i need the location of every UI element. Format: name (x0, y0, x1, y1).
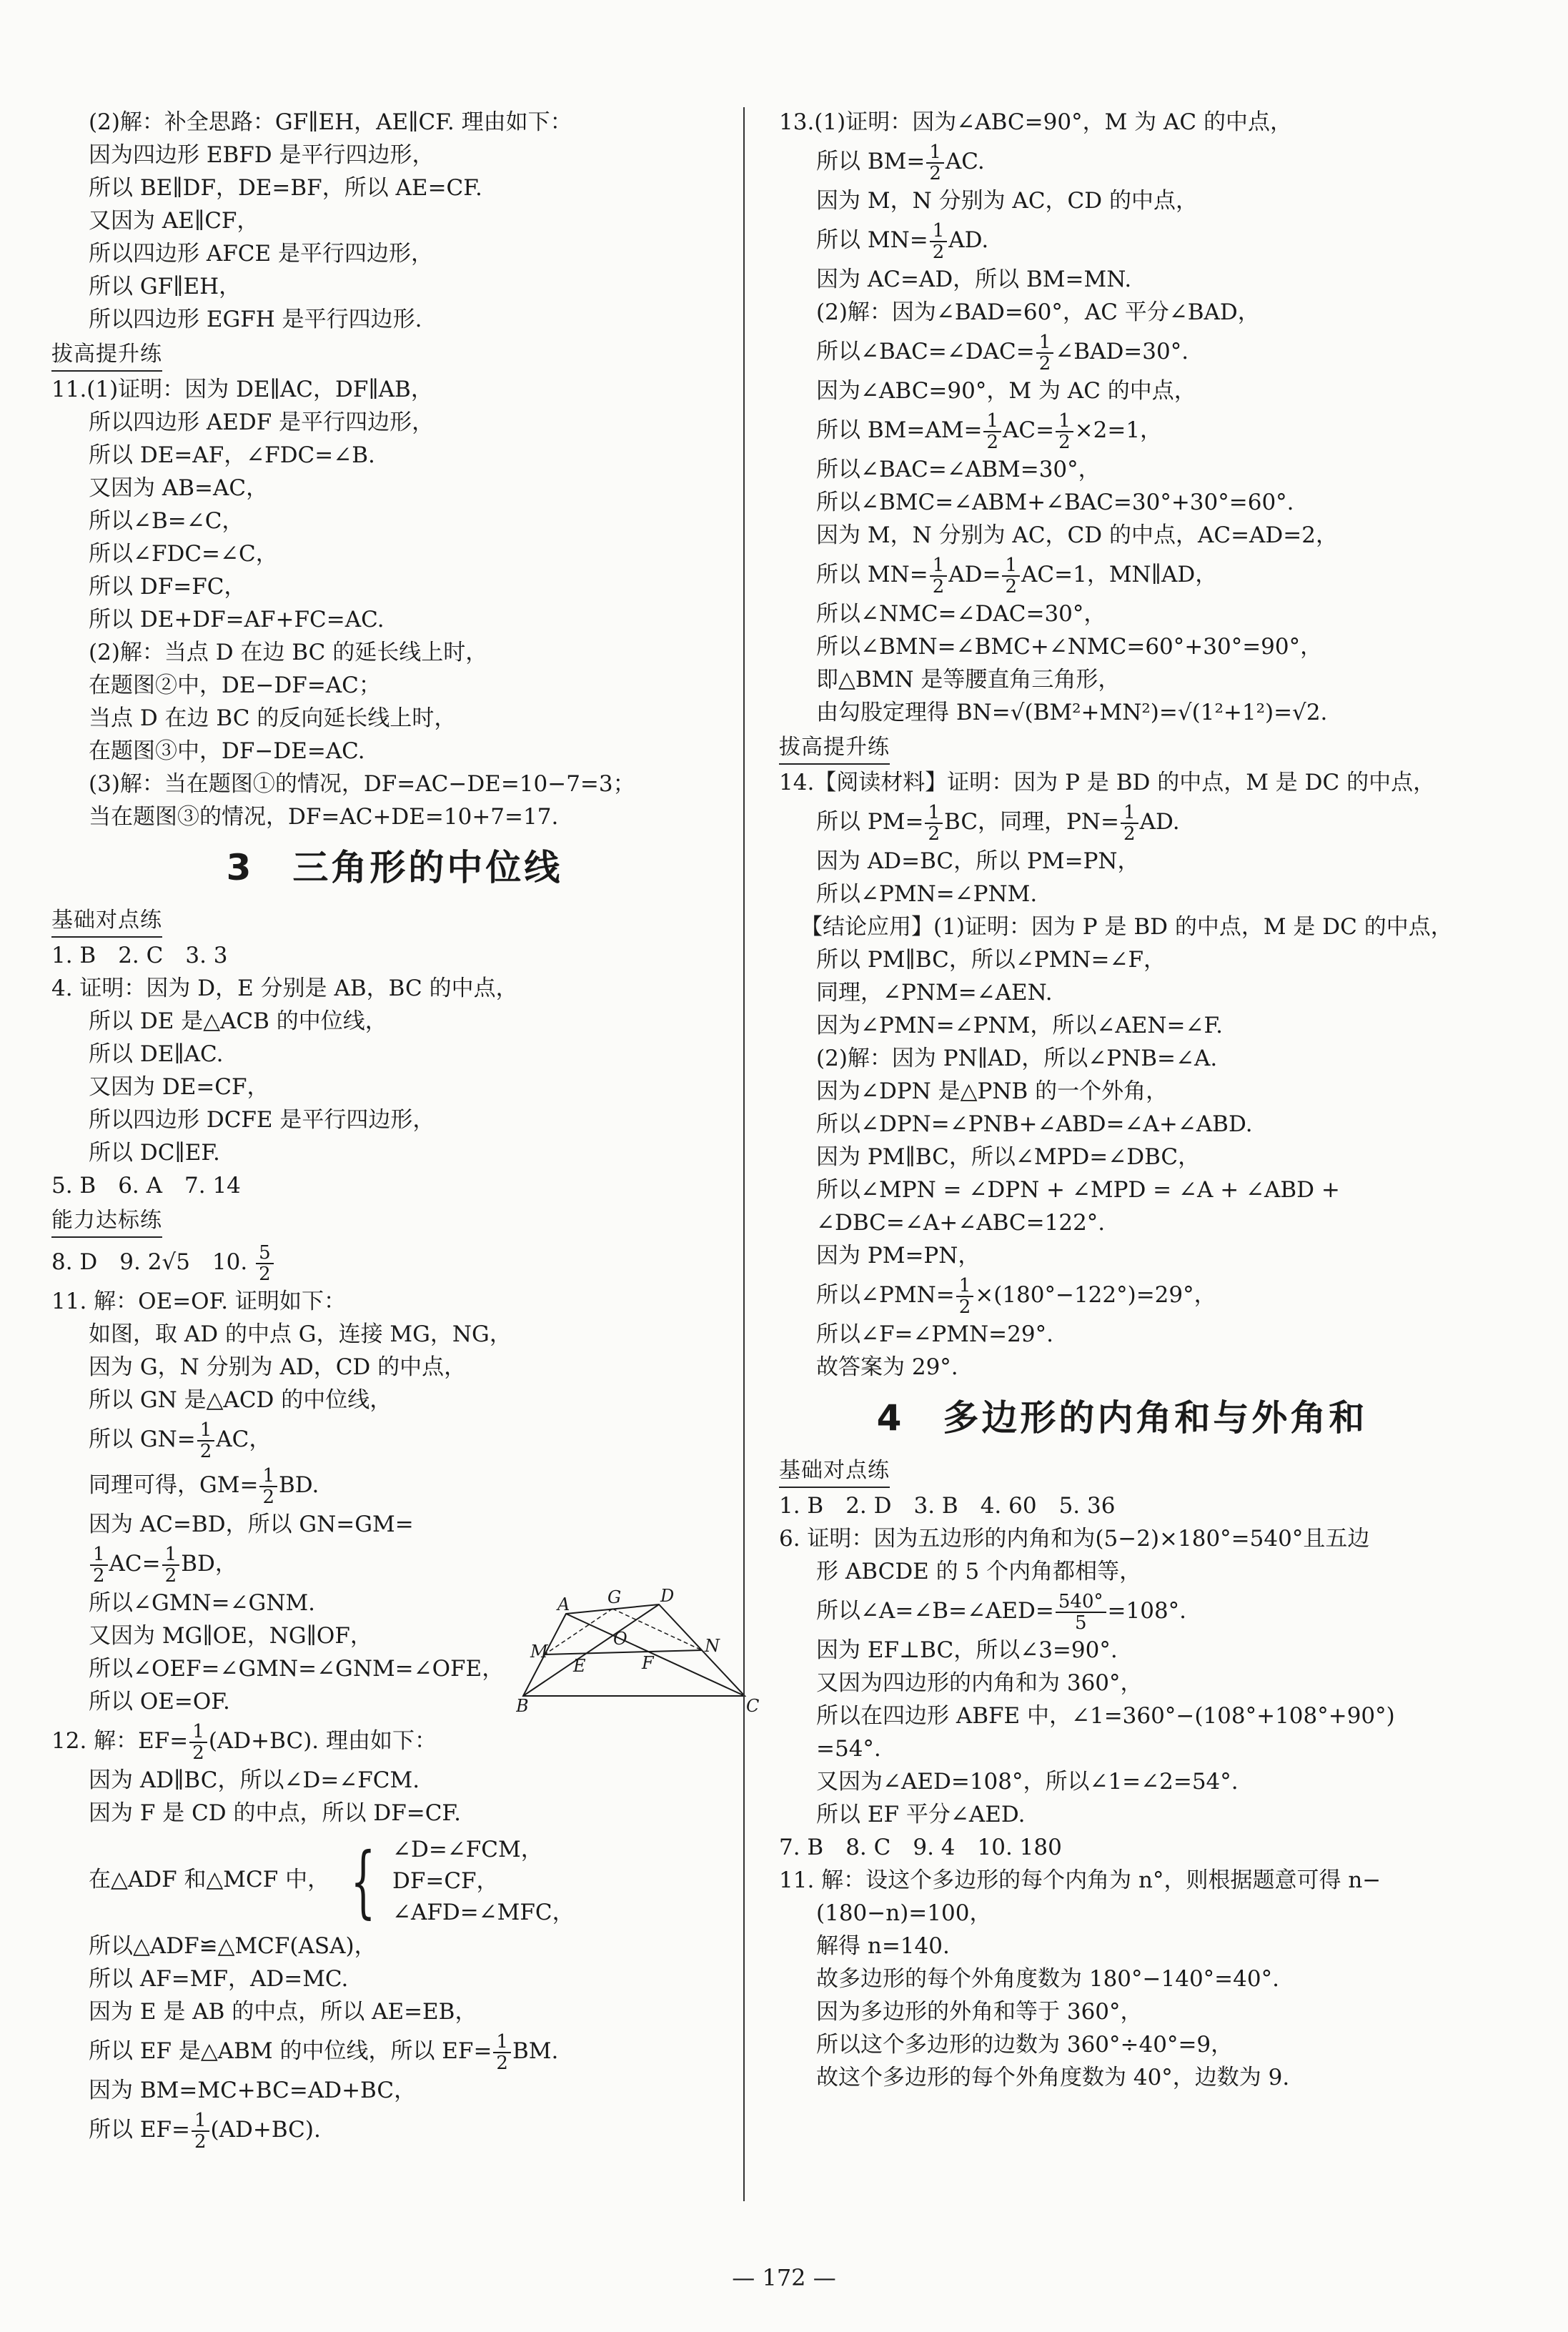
denominator: 2 (1005, 575, 1018, 597)
text-line: 所以四边形 DCFE 是平行四边形， (89, 1107, 435, 1133)
denominator: 2 (194, 2130, 207, 2153)
denominator: 2 (1058, 431, 1071, 453)
fraction (983, 411, 1001, 452)
denominator: 2 (929, 162, 941, 184)
text-span: 所以∠A=∠B=∠AED= (816, 1598, 1054, 1624)
text-line (779, 139, 1465, 184)
text-line: 所以四边形 EGFH 是平行四边形. (89, 307, 422, 332)
text-line: 11. 解：OE=OF. 证明如下： (51, 1289, 346, 1314)
text-span: ∠BAD=30°. (1055, 339, 1189, 364)
answer-line: 1. B 2. C 3. 3 (51, 943, 228, 968)
text-span: 同理可得，GM= (89, 1472, 259, 1498)
text-line: 在题图②中，DE−DF=AC； (89, 673, 381, 698)
text-line: 11. 解：设这个多边形的每个内角为 n°，则根据题意可得 n− (779, 1867, 1381, 1893)
text-line: 所以∠DPN=∠PNB+∠ABD=∠A+∠ABD. (816, 1111, 1253, 1137)
text-line: 所以 PM∥BC，所以∠PMN=∠F， (816, 947, 1166, 973)
text-span: BC，同理，PN= (943, 809, 1120, 835)
text-line: 因为 BM=MC+BC=AD+BC， (89, 2078, 417, 2103)
text-span: AC= (109, 1551, 161, 1577)
text-line: 因为 E 是 AB 的中点，所以 AE=EB， (89, 1999, 477, 2025)
text-line: =54°. (816, 1736, 881, 1762)
text-line: 故多边形的每个外角度数为 180°−140°=40°. (816, 1966, 1279, 1992)
text-line (51, 1541, 738, 1587)
text-line: 所以∠OEF=∠GMN=∠GNM=∠OFE， (89, 1656, 505, 1682)
column-divider (743, 107, 745, 2201)
label-b: B (516, 1696, 529, 1714)
label-a: A (557, 1594, 570, 1614)
text-line: 所以∠PMN=∠PNM. (816, 881, 1038, 907)
text-line: 4. 证明：因为 D，E 分别是 AB，BC 的中点， (51, 976, 518, 1001)
numerator: 1 (930, 555, 948, 577)
left-column (51, 106, 759, 2153)
fraction (189, 1722, 207, 1763)
text-line: (3)解：当在题图①的情况，DF=AC−DE=10−7=3； (89, 771, 635, 797)
text-span: (AD+BC). 理由如下： (208, 1728, 437, 1754)
text-line: 所以 GN 是△ACD 的中位线， (89, 1387, 392, 1413)
numerator: 1 (90, 1544, 108, 1566)
text-span: 所以 GN= (89, 1427, 196, 1452)
brace-icon: { (350, 1835, 376, 1927)
text-line: 所以在四边形 ABFE 中，∠1=360°−(108°+108°+90°) (816, 1703, 1395, 1729)
denominator: 2 (164, 1564, 177, 1587)
answer-line: 5. B 6. A 7. 14 (51, 1173, 241, 1199)
text-span: BD， (181, 1551, 237, 1577)
denominator: 2 (93, 1564, 105, 1587)
label-n: N (705, 1636, 720, 1656)
text-line: 因为 PM∥BC，所以∠MPD=∠DBC， (816, 1144, 1201, 1170)
text-line (779, 217, 1465, 263)
page-number: — 172 — (732, 2264, 836, 2291)
fraction (256, 1243, 274, 1284)
fraction (956, 1276, 974, 1317)
text-line: ∠DBC=∠A+∠ABC=122°. (816, 1210, 1106, 1236)
text-line: 所以 AF=MF，AD=MC. (89, 1966, 349, 1992)
text-line: 因为∠ABC=90°，M 为 AC 的中点， (816, 378, 1196, 404)
text-line: 又因为∠AED=108°，所以∠1=∠2=54°. (816, 1769, 1239, 1795)
text-line: 又因为 DE=CF， (89, 1074, 269, 1100)
section-label: 拔高提升练 (779, 732, 890, 765)
numerator: 5 (256, 1243, 274, 1264)
text-span: BD. (279, 1472, 319, 1498)
answer-line: 7. B 8. C 9. 4 10. 180 (779, 1835, 1062, 1860)
text-span: AD= (948, 562, 1001, 587)
text-line: 形 ABCDE 的 5 个内角都相等， (816, 1559, 1142, 1584)
text-line: 同理，∠PNM=∠AEN. (816, 980, 1053, 1006)
segment-mn (545, 1650, 702, 1654)
text-line: 由勾股定理得 BN=√(BM²+MN²)=√(1²+1²)=√2. (816, 700, 1328, 725)
text-span: ×(180°−122°)=29°， (975, 1282, 1216, 1308)
text-line: 所以 OE=OF. (89, 1689, 230, 1715)
text-line: 所以∠B=∠C， (89, 508, 244, 534)
fraction (162, 1544, 180, 1586)
text-line (779, 329, 1465, 374)
text-span: (AD+BC). (210, 2117, 321, 2143)
text-span: AC= (1003, 417, 1055, 443)
text-line (51, 1416, 738, 1462)
label-f: F (642, 1653, 654, 1673)
text-line: 所以∠MPN = ∠DPN + ∠MPD = ∠A + ∠ABD + (816, 1177, 1340, 1203)
numerator: 1 (192, 2110, 209, 2132)
text-span: AC， (216, 1427, 272, 1452)
text-line: 所以 DE 是△ACB 的中位线， (89, 1008, 387, 1034)
text-span: AC. (945, 149, 985, 174)
text-span: AD. (948, 227, 989, 253)
text-line: 因为∠PMN=∠PNM，所以∠AEN=∠F. (816, 1013, 1223, 1038)
numerator: 1 (925, 803, 943, 824)
text-line (779, 407, 1465, 453)
numerator: 540° (1056, 1592, 1106, 1613)
numerator: 1 (493, 2032, 511, 2053)
text-line: 当点 D 在边 BC 的反向延长线上时， (89, 705, 457, 731)
text-line: 所以∠BMC=∠ABM+∠BAC=30°+30°=60°. (816, 490, 1294, 515)
dashed-gm (545, 1609, 612, 1654)
text-line: (180−n)=100， (816, 1900, 992, 1926)
label-o: O (613, 1629, 627, 1649)
text-line (779, 799, 1465, 845)
condition: DF=CF， (392, 1867, 499, 1894)
text-line (51, 2107, 738, 2153)
text-line: 又因为 AB=AC， (89, 475, 269, 501)
text-span: BM. (512, 2038, 559, 2064)
fraction (197, 1420, 215, 1462)
denominator: 2 (262, 1486, 275, 1508)
text-line: 所以∠F=∠PMN=29°. (816, 1321, 1053, 1347)
text-line: 因为多边形的外角和等于 360°， (816, 1999, 1143, 2025)
text-line: 13.(1)证明：因为∠ABC=90°，M 为 AC 的中点， (779, 109, 1292, 135)
text-span: 所以 PM= (816, 809, 924, 835)
answer-line: 1. B 2. D 3. B 4. 60 5. 36 (779, 1493, 1116, 1519)
text-line: 因为四边形 EBFD 是平行四边形， (89, 142, 435, 168)
label-e: E (573, 1656, 586, 1676)
text-line: 所以∠BAC=∠ABM=30°， (816, 457, 1101, 482)
text-line: 11.(1)证明：因为 DE∥AC，DF∥AB， (51, 377, 433, 402)
brace-items (392, 1834, 575, 1928)
denominator: 2 (932, 575, 945, 597)
denominator: 2 (958, 1296, 971, 1318)
section-label: 基础对点练 (51, 905, 162, 938)
text-line: 所以∠BMN=∠BMC+∠NMC=60°+30°=90°， (816, 634, 1323, 660)
denominator: 2 (259, 1263, 271, 1285)
text-span: 所以 EF= (89, 2117, 190, 2143)
denominator: 2 (199, 1440, 212, 1462)
denominator: 2 (932, 241, 945, 263)
trapezoid-figure (516, 1589, 759, 1714)
text-line: 因为∠DPN 是△PNB 的一个外角， (816, 1078, 1168, 1104)
fraction (926, 142, 944, 184)
fraction (925, 803, 943, 844)
text-line: 故答案为 29°. (816, 1354, 958, 1380)
text-line: 所以∠FDC=∠C， (89, 541, 278, 567)
numerator: 1 (930, 221, 948, 242)
text-line: 【结论应用】(1)证明：因为 P 是 BD 的中点，M 是 DC 的中点， (800, 914, 1453, 940)
fraction (1056, 411, 1073, 452)
answer-line (51, 1239, 738, 1285)
denominator: 2 (192, 1742, 204, 1764)
fraction (1002, 555, 1020, 597)
text-line: 所以 GF∥EH， (89, 274, 242, 299)
text-span: 所以 BM=AM= (816, 417, 983, 443)
denominator: 2 (928, 823, 940, 845)
text-span: ×2=1， (1074, 417, 1163, 443)
condition: ∠D=∠FCM， (392, 1836, 543, 1862)
text-span: 所以 EF 是△ABM 的中位线，所以 EF= (89, 2038, 492, 2064)
text-line: 所以∠NMC=∠DAC=30°， (816, 601, 1106, 627)
text-line: 14.【阅读材料】证明：因为 P 是 BD 的中点，M 是 DC 的中点， (779, 770, 1436, 795)
text-line: 因为 AD=BC，所以 PM=PN， (816, 848, 1140, 874)
section-label: 基础对点练 (779, 1455, 890, 1488)
text-line: 解得 n=140. (816, 1933, 950, 1959)
text-line: 因为 F 是 CD 的中点，所以 DF=CF. (89, 1800, 461, 1826)
text-line: 又因为 AE∥CF， (89, 208, 259, 234)
text-span: 12. 解：EF= (51, 1728, 189, 1754)
fraction (90, 1544, 108, 1586)
text-line (51, 1462, 738, 1508)
text-line: 因为 M，N 分别为 AC，CD 的中点，AC=AD=2， (816, 522, 1338, 548)
text-line: 因为 G，N 分别为 AD，CD 的中点， (89, 1354, 467, 1380)
text-span: 所以 MN= (816, 227, 928, 253)
text-span: 所以∠PMN= (816, 1282, 955, 1308)
denominator: 5 (1074, 1612, 1087, 1634)
numerator: 1 (1036, 332, 1054, 354)
text-line: 因为 M，N 分别为 AC，CD 的中点， (816, 188, 1198, 214)
text-line: 即△BMN 是等腰直角三角形， (816, 667, 1121, 693)
text-line: 因为 PM=PN， (816, 1243, 981, 1269)
text-span: AD. (1139, 809, 1180, 835)
text-line: 因为 AC=BD，所以 GN=GM= (89, 1512, 414, 1537)
condition: ∠AFD=∠MFC， (392, 1899, 575, 1925)
denominator: 2 (1123, 823, 1136, 845)
text-span: 所以 BM= (816, 149, 926, 174)
numerator: 1 (1056, 411, 1073, 432)
text-line: 所以 DE∥AC. (89, 1041, 224, 1067)
text-line: 6. 证明：因为五边形的内角和为(5−2)×180°=540°且五边 (779, 1526, 1370, 1552)
fraction (1121, 803, 1138, 844)
label-d: D (660, 1589, 675, 1606)
section-label: 能力达标练 (51, 1205, 162, 1238)
text-span: 所以∠BAC=∠DAC= (816, 339, 1035, 364)
label-c: C (746, 1696, 759, 1714)
denominator: 2 (986, 431, 999, 453)
text-line: (2)解：补全思路：GF∥EH，AE∥CF. 理由如下： (89, 109, 572, 135)
numerator: 1 (162, 1544, 180, 1566)
text-line (51, 2028, 738, 2074)
brace-group (337, 1834, 575, 1928)
text-line: 所以四边形 AEDF 是平行四边形， (89, 410, 435, 435)
text-span: AC=1，MN∥AD， (1021, 562, 1218, 587)
numerator: 1 (983, 411, 1001, 432)
numerator: 1 (956, 1276, 974, 1297)
fraction (930, 221, 948, 262)
text-line: 所以 BE∥DF，DE=BF，所以 AE=CF. (89, 175, 482, 201)
text-line: 所以 DE+DF=AF+FC=AC. (89, 607, 384, 632)
numerator: 1 (1002, 555, 1020, 577)
numerator: 1 (259, 1466, 277, 1487)
text-line (779, 1588, 1465, 1634)
text-line: 在题图③中，DF−DE=AC. (89, 738, 365, 764)
fraction (259, 1466, 277, 1507)
text-line: (2)解：当点 D 在边 BC 的延长线上时， (89, 640, 488, 665)
text-line: 所以 DC∥EF. (89, 1140, 220, 1166)
text-line: 因为 AD∥BC，所以∠D=∠FCM. (89, 1767, 420, 1793)
fraction (192, 2110, 209, 2152)
text-line: 因为 AC=AD，所以 BM=MN. (816, 267, 1132, 292)
fraction (930, 555, 948, 597)
text-line: 所以 DE=AF，∠FDC=∠B. (89, 442, 375, 468)
numerator: 1 (189, 1722, 207, 1743)
text-line (779, 552, 1465, 597)
text-line: 又因为 MG∥OE，NG∥OF， (89, 1623, 372, 1649)
text-span: 在△ADF 和△MCF 中， (89, 1867, 330, 1892)
text-line: 所以四边形 AFCE 是平行四边形， (89, 241, 433, 267)
label-g: G (607, 1589, 622, 1607)
text-line: (2)解：因为 PN∥AD，所以∠PNB=∠A. (816, 1046, 1218, 1071)
numerator: 1 (197, 1420, 215, 1442)
text-span: 所以 MN= (816, 562, 928, 587)
label-m: M (530, 1642, 548, 1662)
text-line (779, 1272, 1465, 1318)
right-column (779, 106, 1465, 2094)
section-title: 3 三角形的中位线 (226, 847, 563, 888)
fraction (1056, 1592, 1106, 1633)
text-span: =108°. (1107, 1598, 1187, 1624)
denominator: 2 (1038, 352, 1051, 374)
text-line: 如图，取 AD 的中点 G，连接 MG，NG， (89, 1321, 512, 1347)
text-line: 又因为四边形的内角和为 360°， (816, 1670, 1143, 1696)
text-line: 所以∠GMN=∠GNM. (89, 1590, 316, 1616)
fraction (493, 2032, 511, 2073)
numerator: 1 (1121, 803, 1138, 824)
text-line: 当在题图③的情况，DF=AC+DE=10+7=17. (89, 804, 559, 830)
text-line: (2)解：因为∠BAD=60°，AC 平分∠BAD， (816, 299, 1260, 325)
fraction (1036, 332, 1054, 374)
text-line: 所以△ADF≌△MCF(ASA)， (89, 1933, 377, 1959)
text-line: 所以 DF=FC， (89, 574, 247, 600)
text-line: 故这个多边形的每个外角度数为 40°，边数为 9. (816, 2065, 1290, 2090)
section-label: 拔高提升练 (51, 339, 162, 372)
text-line: 所以 EF 平分∠AED. (816, 1802, 1026, 1827)
numerator: 1 (926, 142, 944, 164)
denominator: 2 (496, 2052, 508, 2074)
text-line: 因为 EF⊥BC，所以∠3=90°. (816, 1637, 1118, 1663)
text-span: 8. D 9. 2√5 10. (51, 1249, 248, 1275)
section-title: 4 多边形的内角和与外角和 (876, 1397, 1368, 1439)
text-line (51, 1718, 738, 1764)
congruence-line (51, 1830, 738, 1930)
text-line: 所以这个多边形的边数为 360°÷40°=9， (816, 2032, 1234, 2058)
